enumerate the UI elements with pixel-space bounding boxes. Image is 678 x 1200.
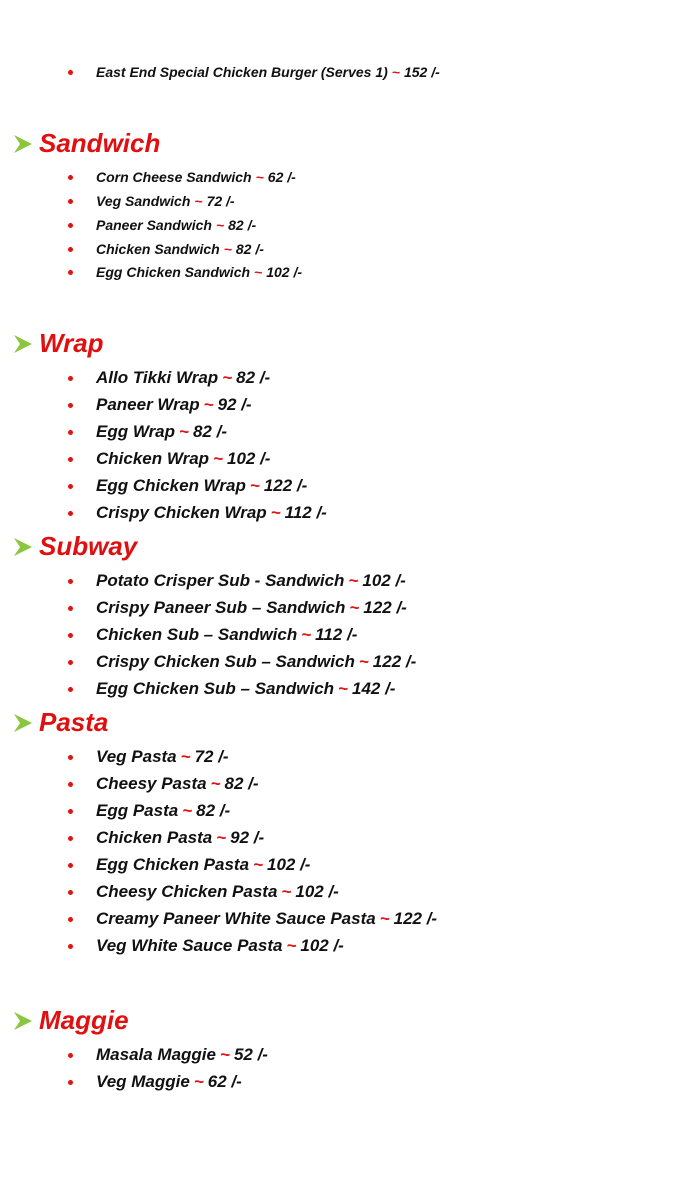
section-heading: [12, 707, 108, 738]
item-tilde: ~: [338, 679, 348, 698]
menu-item: [68, 422, 227, 442]
section-title: Subway: [39, 531, 138, 561]
item-tilde: ~: [180, 747, 191, 766]
item-price: 82 /-: [192, 422, 227, 441]
item-tilde: ~: [223, 241, 232, 257]
red-dot-icon: [68, 175, 73, 180]
item-tilde: ~: [349, 598, 360, 617]
red-dot-icon: [68, 687, 73, 692]
item-tilde: ~: [255, 169, 264, 185]
menu-item: [68, 598, 407, 618]
menu-item: [68, 395, 252, 415]
item-price: 112 /-: [284, 503, 327, 522]
item-price: 82 /-: [235, 241, 264, 257]
red-dot-icon: [68, 836, 73, 841]
item-tilde: ~: [222, 368, 233, 387]
menu-item: [68, 368, 270, 388]
item-price: 102 /-: [267, 855, 311, 874]
item-name: Chicken Sub – Sandwich: [96, 625, 298, 644]
item-name: Crispy Chicken Wrap: [96, 503, 267, 522]
item-price: 102 /-: [300, 936, 344, 955]
item-name: Veg White Sauce Pasta: [96, 936, 283, 955]
menu-item: [68, 241, 264, 257]
arrow-bullet-icon: [12, 712, 34, 734]
item-price: 82 /-: [224, 774, 259, 793]
item-name: Egg Chicken Pasta: [96, 855, 250, 874]
menu-item: [68, 652, 416, 672]
item-price: 122 /-: [263, 476, 308, 495]
menu-item: [68, 679, 395, 699]
menu-item: [68, 625, 357, 645]
item-price: 102 /-: [295, 882, 339, 901]
item-tilde: ~: [286, 936, 297, 955]
menu-item: [68, 774, 259, 794]
item-tilde: ~: [182, 801, 193, 820]
menu-item: [68, 503, 327, 523]
item-tilde: ~: [210, 774, 221, 793]
item-name: Allo Tikki Wrap: [96, 368, 219, 387]
section-title: Pasta: [39, 707, 109, 737]
red-dot-icon: [68, 376, 73, 381]
item-name: Chicken Pasta: [96, 828, 213, 847]
red-dot-icon: [68, 223, 73, 228]
red-dot-icon: [68, 1053, 73, 1058]
item-price: 102 /-: [266, 264, 303, 280]
arrow-bullet-icon: [12, 536, 34, 558]
item-name: Corn Cheese Sandwich: [96, 169, 252, 185]
menu-item: [68, 882, 339, 902]
red-dot-icon: [68, 782, 73, 787]
menu-item: [68, 217, 256, 233]
item-price: 122 /-: [363, 598, 407, 617]
item-price: 72 /-: [206, 193, 235, 209]
red-dot-icon: [68, 917, 73, 922]
menu-item: [68, 936, 344, 956]
item-name: East End Special Chicken Burger (Serves 1): [96, 64, 388, 80]
item-name: Egg Pasta: [96, 801, 179, 820]
red-dot-icon: [68, 755, 73, 760]
item-name: Egg Chicken Sub – Sandwich: [96, 679, 335, 698]
item-tilde: ~: [194, 193, 203, 209]
item-name: Egg Chicken Wrap: [96, 476, 246, 495]
menu-item: [68, 64, 440, 80]
item-tilde: ~: [213, 449, 223, 468]
arrow-bullet-icon: [12, 133, 34, 155]
item-price: 82 /-: [196, 801, 231, 820]
section-heading: [12, 1005, 129, 1036]
red-dot-icon: [68, 863, 73, 868]
item-price: 92 /-: [217, 395, 252, 414]
red-dot-icon: [68, 660, 73, 665]
item-price: 52 /-: [233, 1045, 268, 1064]
item-tilde: ~: [270, 503, 281, 522]
item-price: 102 /-: [227, 449, 271, 468]
menu-item: [68, 909, 437, 929]
item-tilde: ~: [216, 828, 227, 847]
item-name: Paneer Wrap: [96, 395, 200, 414]
menu-item: [68, 1045, 268, 1065]
menu-item: [68, 855, 310, 875]
item-price: 62 /-: [207, 1072, 242, 1091]
menu-item: [68, 476, 307, 496]
item-tilde: ~: [215, 217, 225, 233]
item-price: 112 /-: [315, 625, 358, 644]
red-dot-icon: [68, 944, 73, 949]
item-tilde: ~: [301, 625, 312, 644]
red-dot-icon: [68, 199, 73, 204]
menu-item: [68, 571, 406, 591]
item-name: Veg Maggie: [96, 1072, 190, 1091]
red-dot-icon: [68, 890, 73, 895]
red-dot-icon: [68, 484, 73, 489]
item-price: 122 /-: [372, 652, 417, 671]
menu-item: [68, 747, 229, 767]
red-dot-icon: [68, 247, 73, 252]
item-tilde: ~: [249, 476, 260, 495]
item-price: 92 /-: [230, 828, 265, 847]
item-tilde: ~: [348, 571, 359, 590]
item-name: Potato Crisper Sub - Sandwich: [96, 571, 345, 590]
section-heading: [12, 328, 104, 359]
red-dot-icon: [68, 809, 73, 814]
item-price: 102 /-: [362, 571, 406, 590]
item-tilde: ~: [281, 882, 292, 901]
item-price: 82 /-: [236, 368, 271, 387]
red-dot-icon: [68, 403, 73, 408]
red-dot-icon: [68, 70, 73, 75]
menu-item: [68, 828, 264, 848]
item-name: Chicken Sandwich: [96, 241, 220, 257]
red-dot-icon: [68, 430, 73, 435]
red-dot-icon: [68, 579, 73, 584]
red-dot-icon: [68, 1080, 73, 1085]
item-tilde: ~: [179, 422, 189, 441]
section-heading: [12, 128, 160, 159]
section-heading: [12, 531, 137, 562]
item-price: 122 /-: [393, 909, 438, 928]
item-name: Chicken Wrap: [96, 449, 210, 468]
menu-item: [68, 801, 230, 821]
red-dot-icon: [68, 606, 73, 611]
section-title: Maggie: [39, 1005, 129, 1035]
menu-item: [68, 449, 270, 469]
item-name: Veg Pasta: [96, 747, 177, 766]
item-tilde: ~: [193, 1072, 204, 1091]
item-name: Crispy Paneer Sub – Sandwich: [96, 598, 346, 617]
item-tilde: ~: [391, 64, 400, 80]
item-name: Crispy Chicken Sub – Sandwich: [96, 652, 355, 671]
menu-item: [68, 264, 302, 280]
item-price: 62 /-: [267, 169, 296, 185]
menu-item: [68, 193, 235, 209]
item-price: 142 /-: [351, 679, 396, 698]
item-tilde: ~: [379, 909, 390, 928]
item-name: Cheesy Chicken Pasta: [96, 882, 278, 901]
menu-item: [68, 169, 296, 185]
red-dot-icon: [68, 457, 73, 462]
item-price: 152 /-: [403, 64, 440, 80]
section-title: Sandwich: [39, 128, 161, 158]
item-price: 72 /-: [194, 747, 229, 766]
arrow-bullet-icon: [12, 1010, 34, 1032]
item-tilde: ~: [358, 652, 369, 671]
section-title: Wrap: [39, 328, 104, 358]
item-name: Cheesy Pasta: [96, 774, 207, 793]
item-price: 82 /-: [228, 217, 257, 233]
item-name: Egg Chicken Sandwich: [96, 264, 251, 280]
item-tilde: ~: [220, 1045, 230, 1064]
red-dot-icon: [68, 270, 73, 275]
arrow-bullet-icon: [12, 333, 34, 355]
item-name: Veg Sandwich: [96, 193, 191, 209]
item-name: Creamy Paneer White Sauce Pasta: [96, 909, 376, 928]
item-tilde: ~: [254, 264, 263, 280]
item-name: Paneer Sandwich: [96, 217, 212, 233]
item-name: Masala Maggie: [96, 1045, 216, 1064]
item-name: Egg Wrap: [96, 422, 176, 441]
item-tilde: ~: [253, 855, 263, 874]
item-tilde: ~: [203, 395, 214, 414]
red-dot-icon: [68, 511, 73, 516]
menu-item: [68, 1072, 242, 1092]
red-dot-icon: [68, 633, 73, 638]
